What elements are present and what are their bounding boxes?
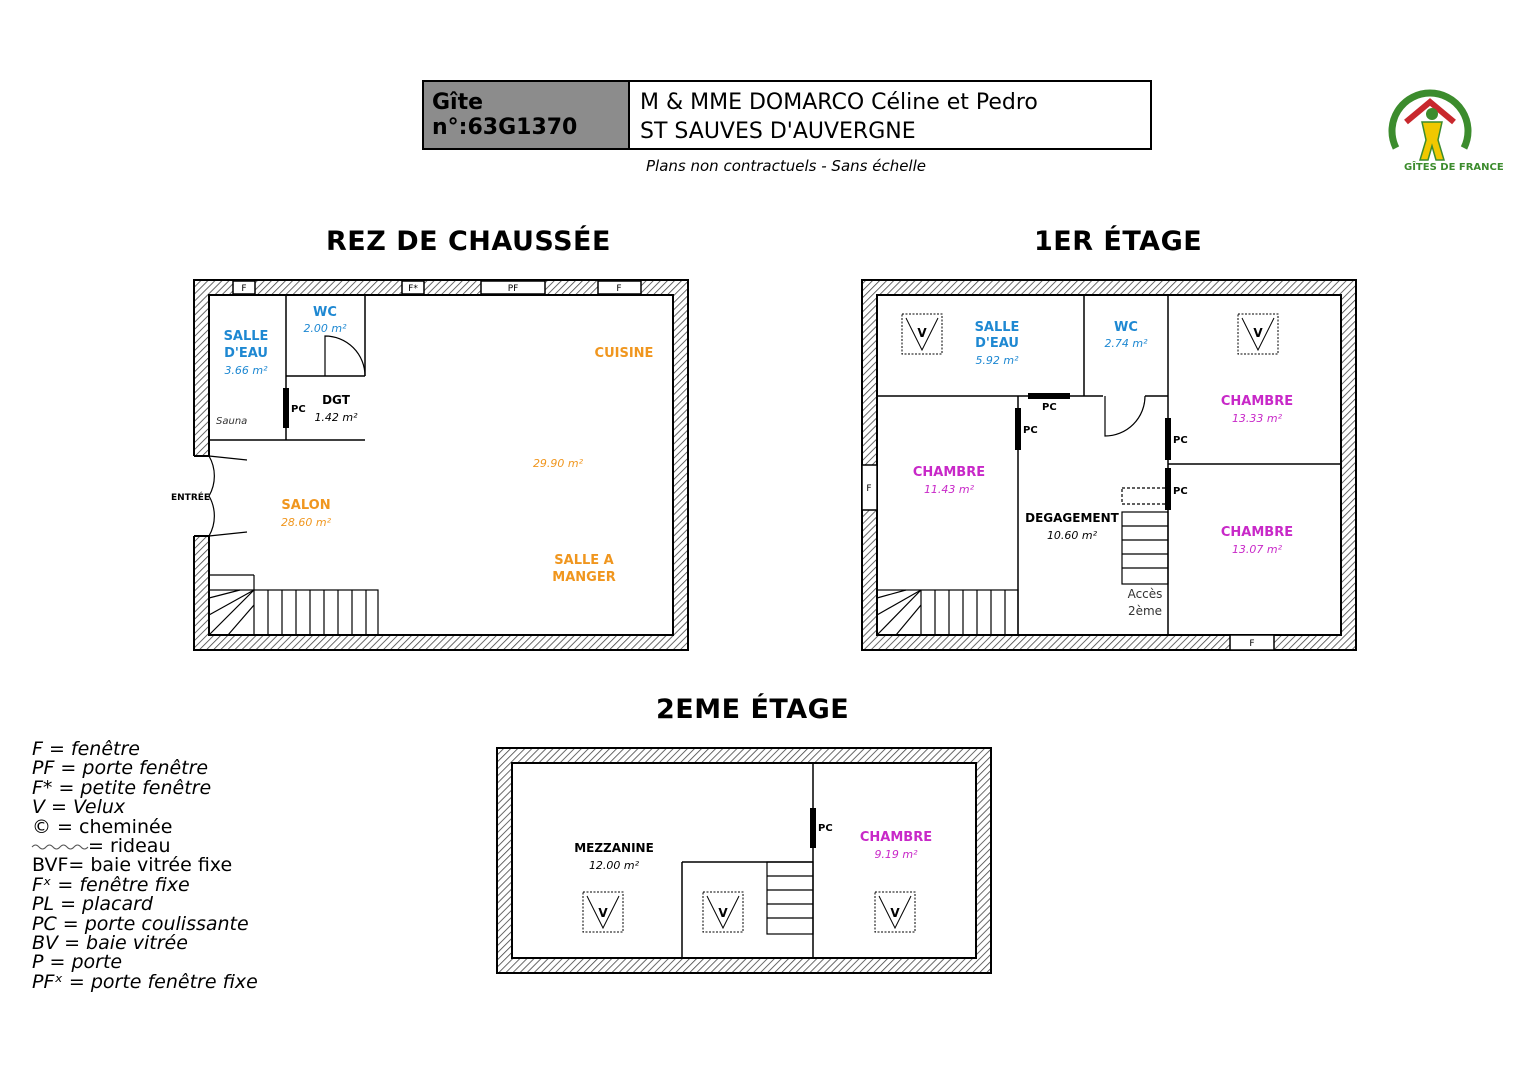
legend-item: PF = porte fenêtre (32, 757, 209, 780)
svg-text:1.42 m²: 1.42 m² (314, 411, 358, 424)
first-chambre-w-label: CHAMBRE (912, 465, 986, 480)
svg-text:PC: PC (1042, 402, 1057, 413)
svg-text:F: F (1249, 639, 1255, 649)
svg-text:PC: PC (291, 404, 306, 415)
svg-text:V: V (917, 326, 927, 340)
svg-text:PC: PC (1173, 435, 1188, 446)
svg-text:2.74 m²: 2.74 m² (1104, 337, 1148, 350)
owner-location: ST SAUVES D'AUVERGNE (640, 119, 916, 144)
svg-text:3.66 m²: 3.66 m² (224, 364, 268, 377)
svg-text:10.60 m²: 10.60 m² (1046, 529, 1098, 542)
first-wc-label: WC (1114, 320, 1138, 335)
svg-text:2.00 m²: 2.00 m² (303, 322, 347, 335)
svg-text:V: V (718, 906, 728, 920)
legend-item: BVF= baie vitrée fixe (32, 854, 233, 877)
svg-text:29.90 m²: 29.90 m² (532, 457, 584, 470)
svg-text:PC: PC (818, 823, 833, 834)
second-chambre-label: CHAMBRE (859, 830, 933, 845)
gite-number: Gîte n°:63G1370 (424, 82, 630, 148)
first-salle-eau-label: SALLE (974, 320, 1020, 335)
svg-text:Accès: Accès (1127, 587, 1163, 601)
svg-text:V: V (598, 906, 608, 920)
svg-text:5.92 m²: 5.92 m² (975, 354, 1019, 367)
rdc-cuisine-label: CUISINE (594, 346, 654, 361)
legend-item: PC = porte coulissante (32, 912, 249, 935)
first-chambre-ne-label: CHAMBRE (1220, 394, 1294, 409)
legend-item: PL = placard (32, 893, 153, 916)
first-degagement-label: DEGAGEMENT (1025, 511, 1119, 525)
title-rdc: REZ DE CHAUSSÉE (326, 226, 611, 257)
legend-item: F* = petite fenêtre (32, 776, 212, 799)
legend-item: BV = baie vitrée (32, 932, 188, 955)
svg-text:13.07 m²: 13.07 m² (1231, 543, 1283, 556)
rdc-entree-label: ENTRÉE (171, 493, 211, 503)
svg-text:F: F (241, 284, 247, 294)
legend-item: P = porte (32, 951, 123, 974)
rdc-sauna: Sauna (216, 416, 248, 427)
legend-item: PFˣ = porte fenêtre fixe (32, 970, 258, 993)
svg-text:9.19 m²: 9.19 m² (874, 848, 918, 861)
svg-text:11.43 m²: 11.43 m² (923, 483, 975, 496)
rdc-dgt-label: DGT (322, 393, 350, 407)
rdc-salle-eau-label: SALLE (223, 329, 269, 344)
svg-text:PF: PF (507, 284, 519, 294)
svg-text:F*: F* (408, 284, 418, 294)
legend-item: Fˣ = fenêtre fixe (32, 873, 190, 896)
legend (32, 740, 258, 992)
title-1er: 1ER ÉTAGE (1034, 226, 1203, 257)
second-mezzanine-label: MEZZANINE (574, 841, 654, 855)
svg-text:V: V (890, 906, 900, 920)
svg-text:PC: PC (1023, 425, 1038, 436)
svg-text:13.33 m²: 13.33 m² (1231, 412, 1283, 425)
svg-text:12.00 m²: 12.00 m² (588, 859, 640, 872)
rdc-wc-label: WC (313, 305, 337, 320)
owner-name: M & MME DOMARCO Céline et Pedro (640, 90, 1038, 115)
svg-text:MANGER: MANGER (552, 570, 616, 585)
logo-text: GÎTES DE FRANCE (1404, 162, 1504, 173)
svg-text:PC: PC (1173, 486, 1188, 497)
second-stairs (767, 862, 813, 934)
legend-item: V = Velux (32, 796, 126, 819)
rideau-icon (32, 842, 88, 852)
svg-text:F: F (866, 484, 872, 494)
svg-text:28.60 m²: 28.60 m² (280, 516, 332, 529)
legend-item-text: = rideau (88, 835, 171, 858)
rdc-salon-label: SALON (281, 498, 331, 513)
title-2eme: 2EME ÉTAGE (656, 694, 850, 725)
svg-text:D'EAU: D'EAU (975, 336, 1019, 351)
svg-text:D'EAU: D'EAU (224, 346, 268, 361)
svg-text:V: V (1253, 326, 1263, 340)
rdc-salle-manger-label: SALLE A (554, 553, 614, 568)
svg-text:F: F (616, 284, 622, 294)
legend-item: F = fenêtre (32, 738, 140, 760)
first-chambre-se-label: CHAMBRE (1220, 525, 1294, 540)
plans-note: Plans non contractuels - Sans échelle (646, 157, 926, 175)
legend-item: © = cheminée (32, 815, 173, 838)
svg-text:2ème: 2ème (1127, 604, 1163, 618)
